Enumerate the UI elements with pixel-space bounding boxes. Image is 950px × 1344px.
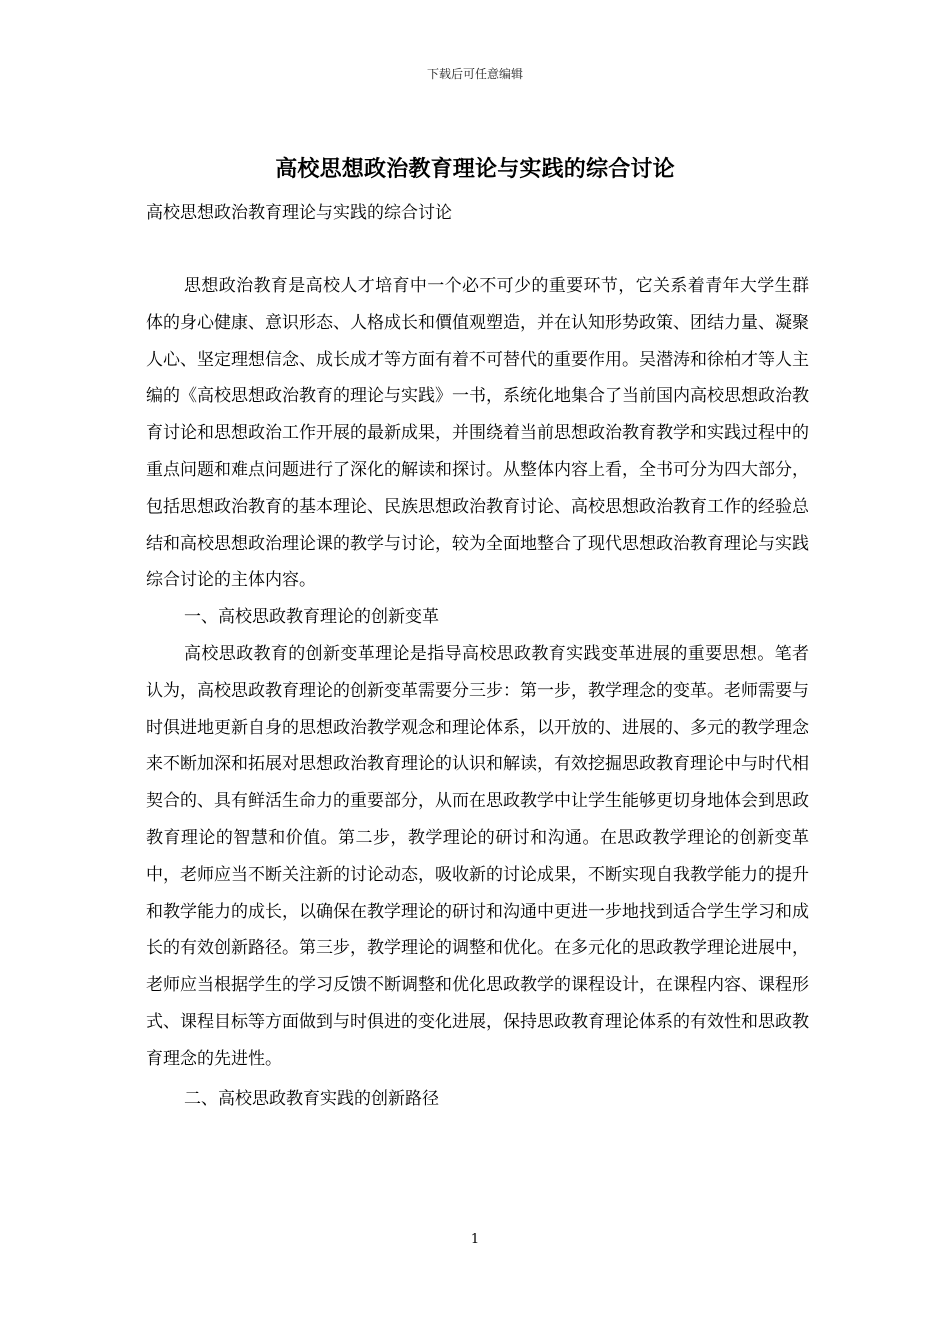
page-number: 1 — [470, 1232, 480, 1247]
section-heading-2: 二、高校思政教育实践的创新路径 — [184, 1088, 439, 1109]
header-note: 下载后可任意编辑 — [426, 67, 523, 81]
document-subtitle: 高校思想政治教育理论与实践的综合讨论 — [146, 203, 452, 223]
intro-paragraph: 思想政治教育是高校人才培育中一个必不可少的重要环节，它关系着青年大学生群体的身心健康、意识形态、人格成长和價值观塑造，并在认知形势政策、团结力量、凝聚人心、坚定理想信念、成长成才等方面有着不可替代的重要作用。吴潜涛和徐柏才等人主编的《高校思想政治教育的理论与实践》一书，系统化地集合了当前国内高校思想政治教育讨论和思想政治工作开展的最新成果，并围绕着当前思想政治教育教学和实践过程中的重点问题和难点问题进行了深化的解读和探讨。从整体内容上看，全书可分为四大部分，包括思想政治教育的基本理论、民族思想政治教育讨论、高校思想政治教育工作的经验总结和高校思想政治理论课的教学与讨论，较为全面地整合了现代思想政治教育理论与实践综合讨论的主体内容。 — [146, 276, 809, 591]
section-heading-1: 一、高校思政教育理论的创新变革 — [184, 607, 439, 628]
document-body — [146, 268, 809, 1117]
section-1-paragraph: 高校思政教育的创新变革理论是指导高校思政教育实践变革进展的重要思想。笔者认为，高校思政教育理论的创新变革需要分三步：第一步，教学理念的变革。老师需要与时俱进地更新自身的思想政治教学观念和理论体系，以开放的、进展的、多元的教学理念来不断加深和拓展对思想政治教育理论的认识和解读，有效挖掘思政教育理论中与时代相契合的、具有鲜活生命力的重要部分，从而在思政教学中让学生能够更切身地体会到思政教育理论的智慧和价值。第二步，教学理论的研讨和沟通。在思政教学理论的创新变革中，老师应当不断关注新的讨论动态，吸收新的讨论成果，不断实现自我教学能力的提升和教学能力的成长，以确保在教学理论的研讨和沟通中更进一步地找到适合学生学习和成长的有效创新路径。第三步，教学理论的调整和优化。在多元化的思政教学理论进展中，老师应当根据学生的学习反馈不断调整和优化思政教学的课程设计，在课程内容、课程形式、课程目标等方面做到与时俱进的变化进展，保持思政教育理论体系的有效性和思政教育理念的先进性。 — [146, 643, 809, 1069]
document-title: 高校思想政治教育理论与实践的综合讨论 — [275, 156, 675, 182]
